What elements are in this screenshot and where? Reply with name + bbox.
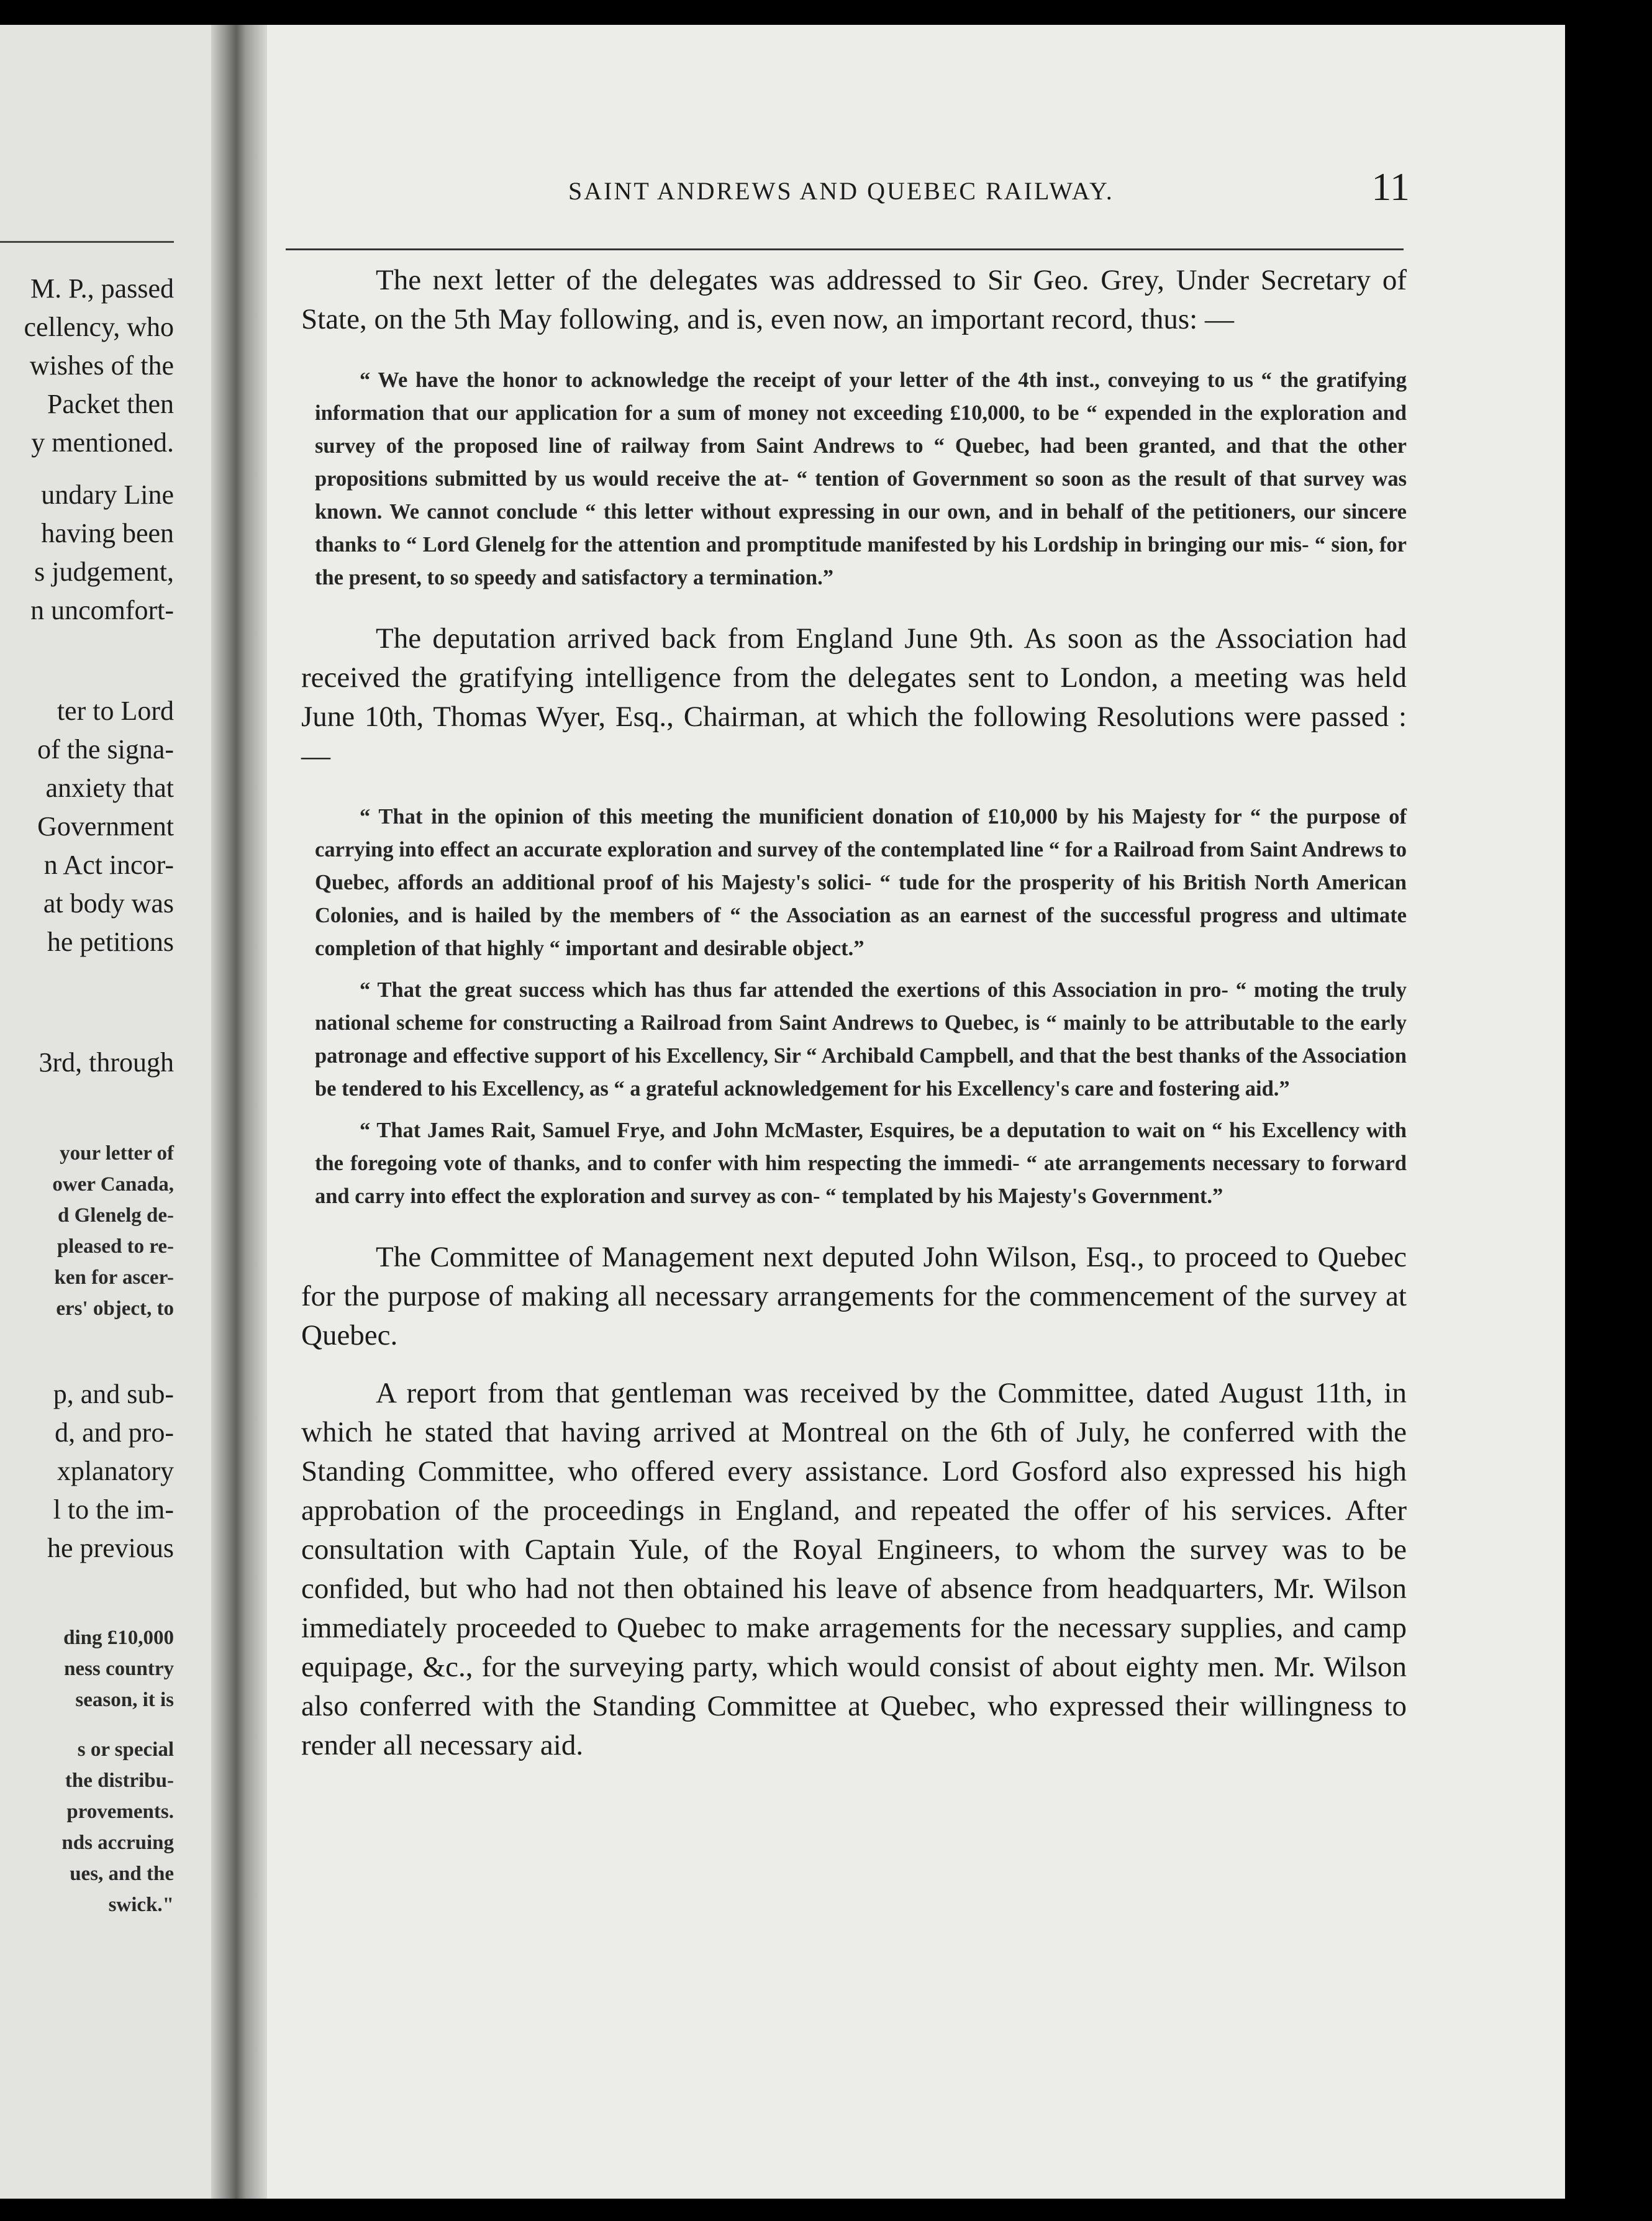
left-line: he previous [47, 1533, 174, 1563]
left-line: ower Canada, [52, 1173, 174, 1196]
left-line: season, it is [75, 1689, 174, 1711]
running-head: SAINT ANDREWS AND QUEBEC RAILWAY. [568, 177, 1114, 205]
left-line: d, and pro- [55, 1417, 174, 1448]
left-line: ken for ascer- [54, 1266, 174, 1289]
left-line: the distribu- [65, 1769, 174, 1792]
paragraph-committee: The Committee of Management next deputed John Wilson, Esq., to proceed to Quebec for the purpose of making all necessary arrangements for the commencement of the survey at Quebec. [301, 1241, 1407, 1351]
left-line: Packet then [47, 389, 174, 419]
left-line: s or special [77, 1738, 174, 1761]
left-line: d Glenelg de- [58, 1204, 174, 1227]
left-line: wishes of the [29, 350, 174, 381]
left-line: provements. [66, 1801, 174, 1823]
page-header [304, 165, 1410, 221]
left-line: undary Line [41, 479, 174, 510]
left-line: ter to Lord [57, 696, 174, 726]
left-line: y mentioned. [31, 427, 174, 458]
left-line: nds accruing [61, 1832, 174, 1854]
left-page [0, 25, 214, 2199]
paragraph-report: A report from that gentleman was received by the Committee, dated August 11th, in which he stated that having arrived at Montreal on the 6th of July, he conferred with the Standing Committee, who offered every assistance. Lord Gosford also expressed his high approbation of the proceedings in England, and repeated the offer of his services. After consultation with Captain Yule, of the Royal Engineers, to whom the survey was to be confided, but who had not then obtained his leave of absence from headquarters, Mr. Wilson immediately proceeded to Quebec to make arragements for the necessary supplies, and camp equipage, &c., for the surveying party, which would consist of about eighty men. Mr. Wilson also conferred with the Standing Committee at Quebec, who expressed their willingness to render all necessary aid. [301, 1377, 1407, 1761]
left-line: your letter of [60, 1142, 174, 1165]
resolution-item: “ That the great success which has thus far attended the exertions of this Association in pro- “ moting the truly national scheme for constructing a Railroad from Saint Andrews to Quebec, is “ mainly to be attributable to the early patronage and effective support of his Excellency, Sir “ Archibald Campbell, and that the best thanks of the Association be tendered to his Excellency, as “ a grateful acknowledgement for his Excellency's care and fostering aid.” [315, 978, 1407, 1101]
resolutions-list [301, 801, 1407, 1213]
left-page-rule [0, 241, 174, 243]
left-line: ues, and the [70, 1863, 174, 1885]
left-line: he petitions [47, 927, 174, 957]
left-line: n uncomfort- [30, 595, 174, 625]
paragraph-delegates-letter: The next letter of the delegates was addressed to Sir Geo. Grey, Under Secretary of State, on the 5th May following, and is, even now, an important record, thus: — [301, 264, 1407, 335]
left-line: cellency, who [24, 312, 174, 342]
left-line: anxiety that [45, 773, 174, 803]
left-line: ding £10,000 [63, 1627, 174, 1649]
resolution-item: “ That in the opinion of this meeting the munificient donation of £10,000 by his Majesty for “ the purpose of carrying into effect an accurate exploration and survey of the contemplated line “ for a Railroad from Saint Andrews to Quebec, affords an additional proof of his Majesty's solici- “ tude for the prosperity of his British North American Colonies, and is hailed by the members of “ the Association as an earnest of the successful progress and ultimate completion of that highly “ important and desirable object.” [315, 805, 1407, 960]
left-line: pleased to re- [57, 1235, 174, 1258]
left-line: xplanatory [57, 1456, 174, 1486]
left-line: at body was [43, 888, 174, 919]
left-line: ers' object, to [56, 1297, 174, 1320]
left-line: having been [41, 518, 174, 548]
page-number: 11 [1371, 165, 1410, 209]
left-line: s judgement, [34, 556, 174, 587]
left-line: 3rd, through [39, 1047, 174, 1078]
quote-acknowledgement: “ We have the honor to acknowledge the receipt of your letter of the 4th inst., conveying to us “ the gratifying information that our application for a sum of money not exceeding £10,000, to be “ expended in the exploration and survey of the proposed line of railway from Saint Andrews to “ Quebec, had been granted, and that the other propositions submitted by us would receive the at- “ tention of Government so soon as the result of that survey was known. We cannot conclude “ this letter without expressing in our own, and in behalf of the petitioners, our sincere thanks to “ Lord Glenelg for the attention and promptitude manifested by his Lordship in bringing our mis- “ sion, for the present, to so speedy and satisfactory a termination.” [315, 368, 1407, 589]
left-line: l to the im- [53, 1494, 174, 1525]
header-rule [286, 248, 1404, 250]
left-line: M. P., passed [30, 273, 174, 304]
left-line: swick." [108, 1894, 174, 1916]
resolution-item: “ That James Rait, Samuel Frye, and John McMaster, Esquires, be a deputation to wait on “ his Excellency with the foregoing vote of thanks, and to confer with him respecting the immedi- “ ate arrangements necessary to forward and carry into effect the exploration and survey as con- “ templated by his Majesty's Government.” [315, 1119, 1407, 1208]
left-line: of the signa- [37, 734, 174, 765]
left-line: ness country [64, 1658, 174, 1680]
book-gutter [211, 25, 267, 2199]
left-line: n Act incor- [43, 850, 174, 880]
paragraph-deputation-return: The deputation arrived back from England June 9th. As soon as the Association had received the gratifying intelligence from the delegates sent to London, a meeting was held June 10th, Thomas Wyer, Esq., Chairman, at which the following Resolutions were passed : — [301, 622, 1407, 772]
left-line: Government [37, 811, 174, 842]
page-body [301, 261, 1407, 1784]
left-line: p, and sub- [53, 1379, 174, 1409]
quoted-letter [301, 364, 1407, 594]
